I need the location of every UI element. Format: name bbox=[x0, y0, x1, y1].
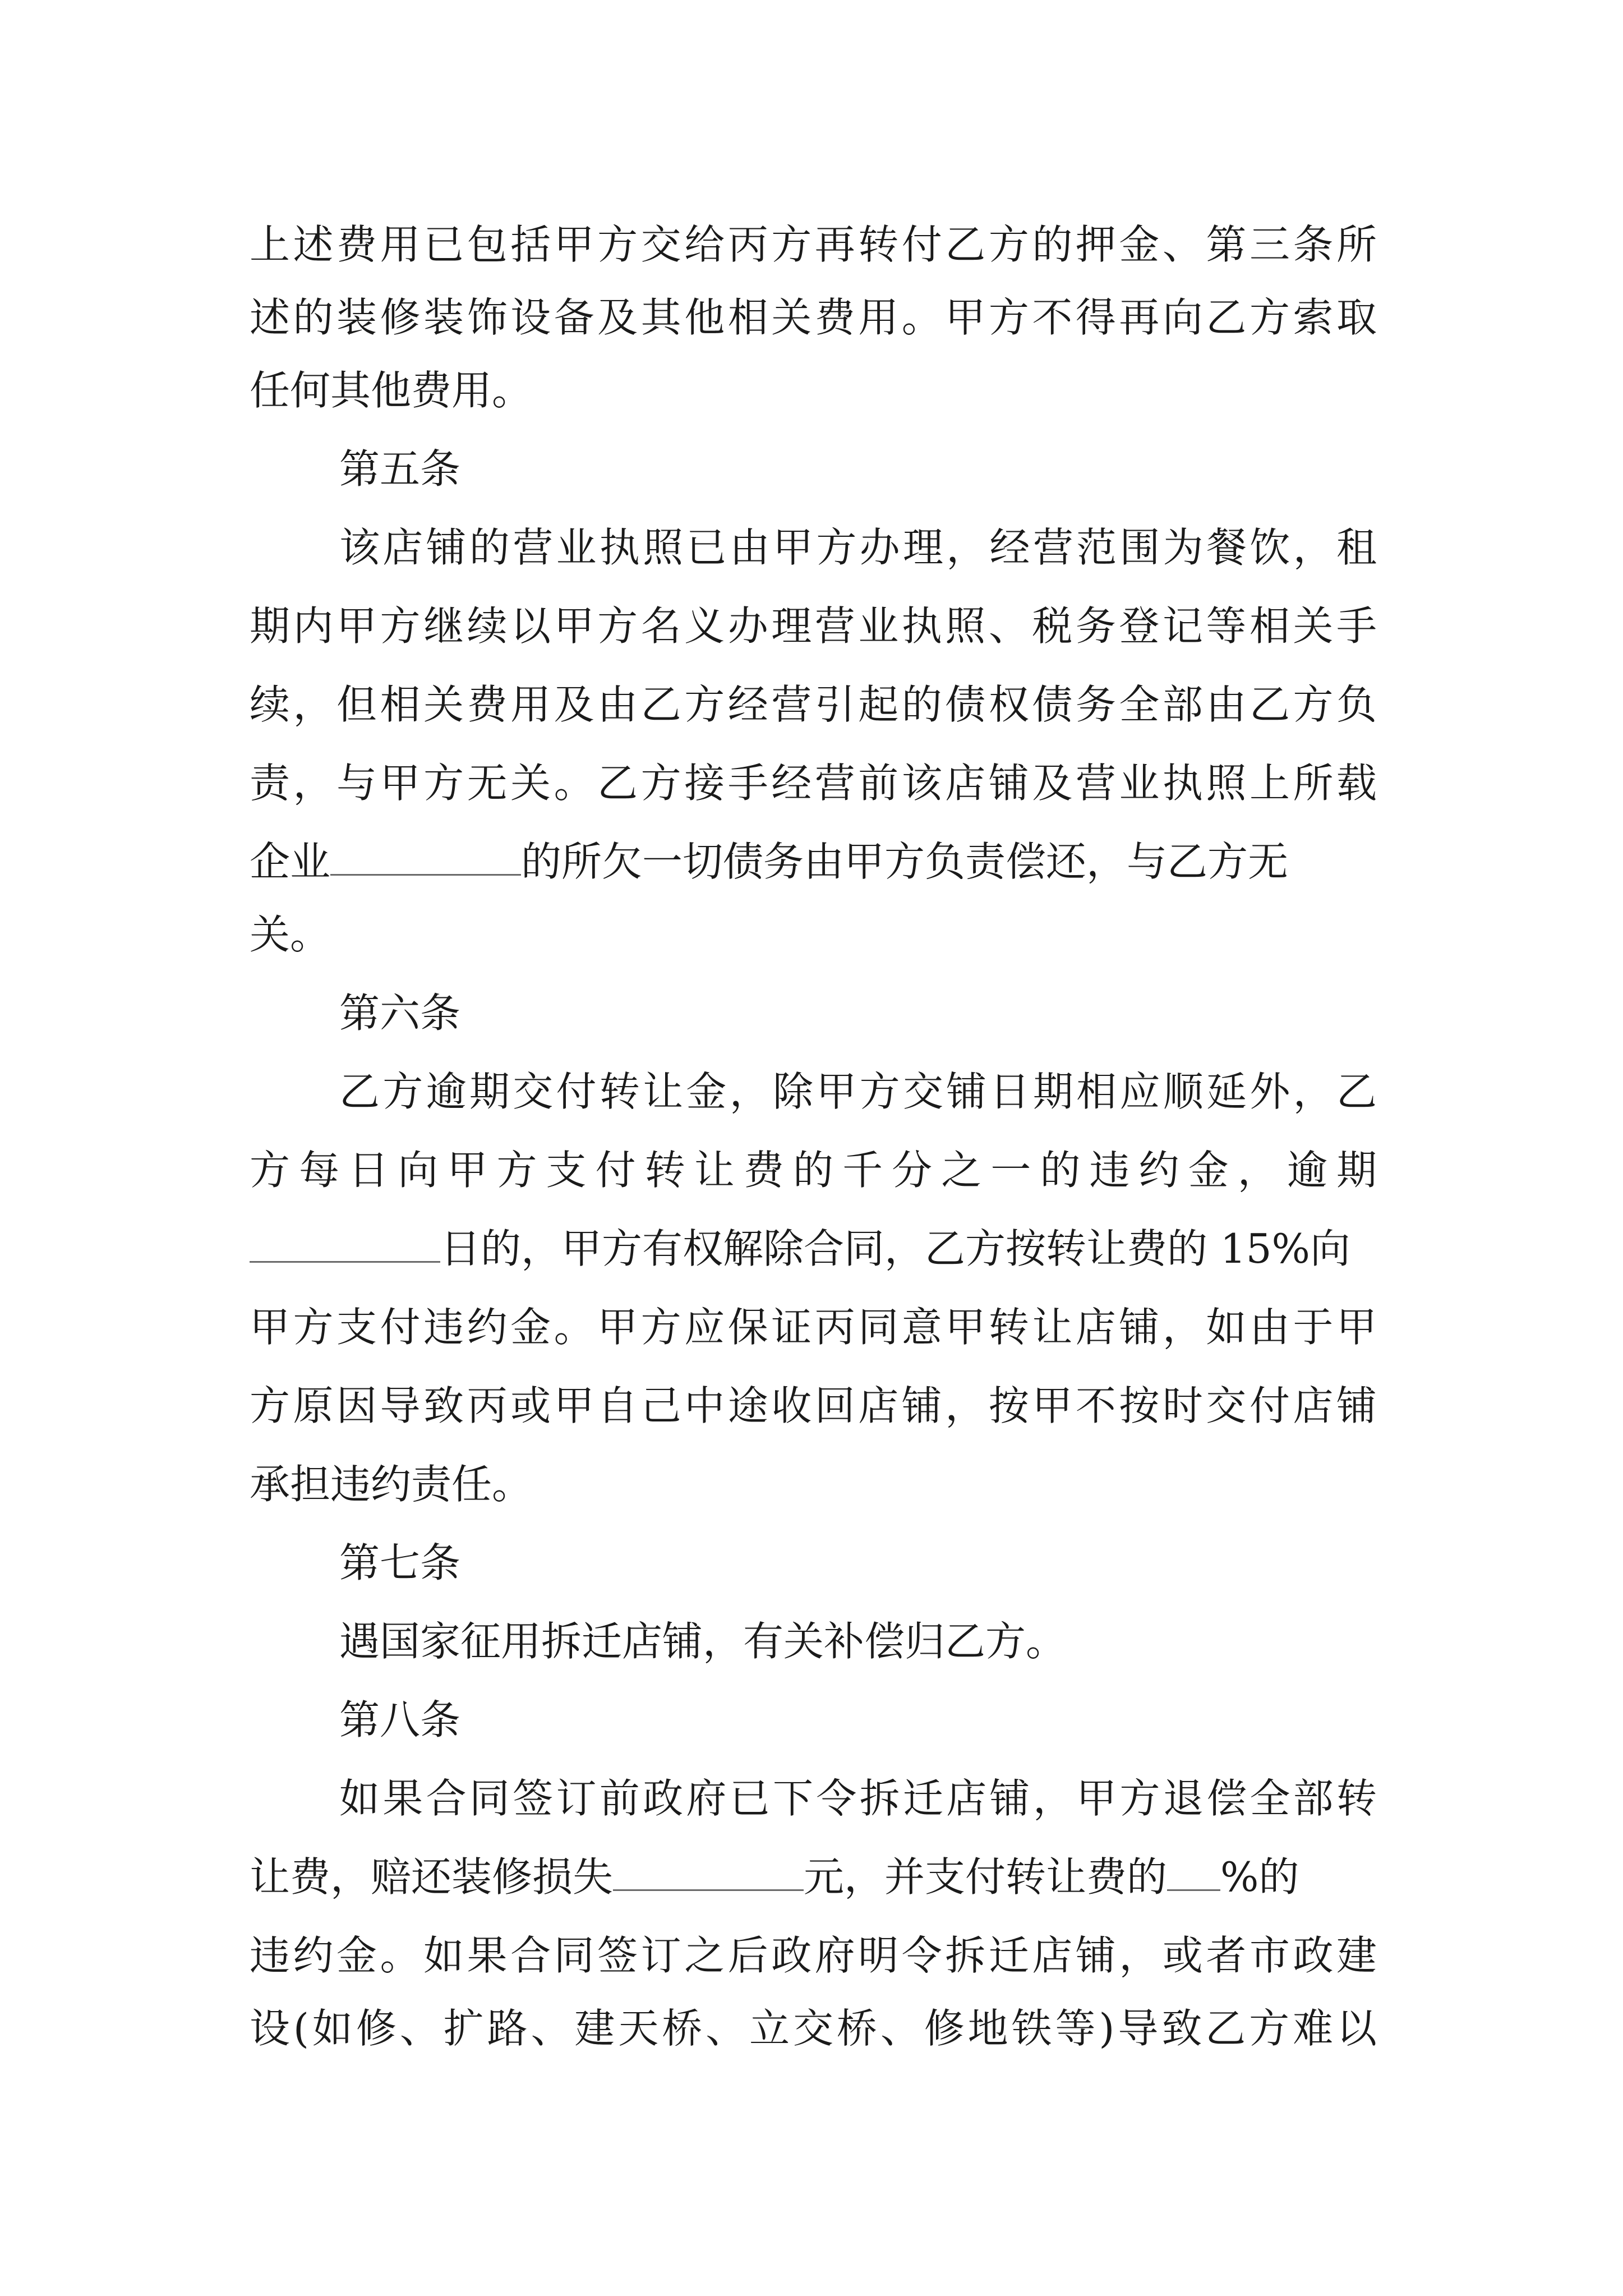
paragraph-line: 违约金。如果合同签订之后政府明令拆迁店铺，或者市政建 bbox=[250, 1932, 1377, 1979]
article-heading-6: 第六条 bbox=[339, 990, 461, 1037]
paragraph-line: 续，但相关费用及由乙方经营引起的债权债务全部由乙方负 bbox=[250, 681, 1377, 728]
fill-in-blank[interactable] bbox=[613, 1856, 804, 1891]
paragraph-line: 责，与甲方无关。乙方接手经营前该店铺及营业执照上所载 bbox=[250, 760, 1377, 807]
paragraph-line: 任何其他费用。 bbox=[250, 367, 533, 414]
text-segment: 的所欠一切债务由甲方负责偿还，与乙方无 bbox=[521, 838, 1289, 885]
article-heading-8: 第八条 bbox=[339, 1696, 461, 1743]
text-segment: 日的，甲方有权解除合同，乙方按转让费的 15%向 bbox=[440, 1225, 1350, 1272]
article-heading-5: 第五条 bbox=[339, 445, 461, 493]
paragraph-line-with-blank bbox=[250, 835, 1377, 889]
paragraph-line: 如果合同签订前政府已下令拆迁店铺，甲方退偿全部转 bbox=[339, 1775, 1377, 1822]
paragraph-line-with-blanks bbox=[250, 1850, 1377, 1904]
article-heading-7: 第七条 bbox=[339, 1539, 461, 1586]
fill-in-blank[interactable] bbox=[1167, 1856, 1220, 1891]
paragraph-line: 上述费用已包括甲方交给丙方再转付乙方的押金、第三条所 bbox=[250, 221, 1377, 268]
paragraph-line: 遇国家征用拆迁店铺，有关补偿归乙方。 bbox=[339, 1618, 1067, 1665]
paragraph-line: 乙方逾期交付转让金，除甲方交铺日期相应顺延外，乙 bbox=[339, 1068, 1377, 1115]
paragraph-line: 该店铺的营业执照已由甲方办理，经营范围为餐饮，租 bbox=[339, 524, 1377, 571]
paragraph-line: 关。 bbox=[250, 911, 331, 958]
fill-in-blank[interactable] bbox=[330, 840, 521, 876]
paragraph-line: 甲方支付违约金。甲方应保证丙同意甲转让店铺，如由于甲 bbox=[250, 1304, 1377, 1351]
paragraph-line: 承担违约责任。 bbox=[250, 1461, 533, 1508]
text-segment: 元，并支付转让费的 bbox=[804, 1853, 1168, 1901]
paragraph-line-with-blank bbox=[250, 1222, 1377, 1276]
paragraph-line: 述的装修装饰设备及其他相关费用。甲方不得再向乙方索取 bbox=[250, 294, 1377, 341]
text-segment: 企业 bbox=[250, 838, 331, 885]
fill-in-blank[interactable] bbox=[250, 1227, 440, 1263]
text-segment: 让费，赔还装修损失 bbox=[250, 1853, 614, 1901]
paragraph-line: 方原因导致丙或甲自己中途收回店铺，按甲不按时交付店铺 bbox=[250, 1382, 1377, 1429]
text-segment: %的 bbox=[1220, 1853, 1299, 1901]
paragraph-line: 方每日向甲方支付转让费的千分之一的违约金，逾期 bbox=[250, 1147, 1377, 1194]
paragraph-line: 设(如修、扩路、建天桥、立交桥、修地铁等)导致乙方难以 bbox=[250, 2005, 1377, 2052]
paragraph-line: 期内甲方继续以甲方名义办理营业执照、税务登记等相关手 bbox=[250, 602, 1377, 650]
